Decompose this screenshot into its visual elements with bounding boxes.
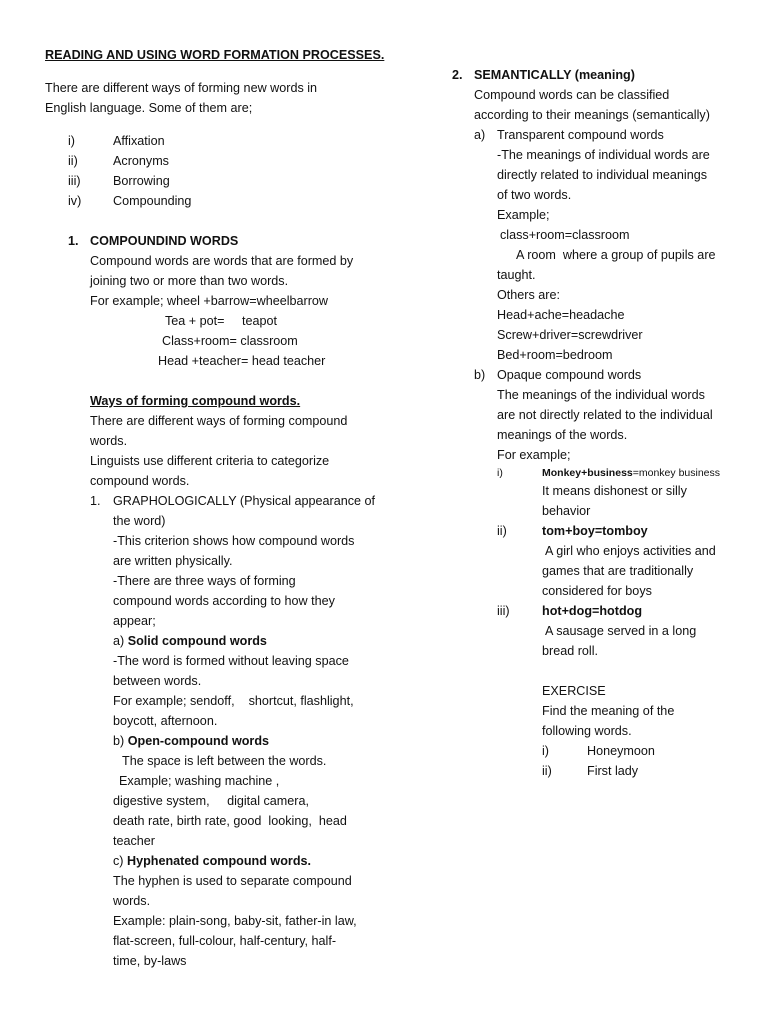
exercise-heading: EXERCISE: [542, 684, 606, 698]
body-line: words.: [113, 894, 151, 908]
example-term: [542, 464, 720, 484]
body-line: taught.: [497, 268, 536, 282]
body-line: Example; washing machine ,: [119, 774, 280, 788]
criterion-heading: the word): [113, 514, 166, 528]
body-line: A girl who enjoys activities and: [545, 544, 716, 558]
body-line: according to their meanings (semantically): [474, 108, 710, 122]
list-number: ii): [68, 154, 78, 168]
example-line: Tea + pot= teapot: [165, 314, 278, 328]
example-line: Head+ache=headache: [497, 308, 625, 322]
body-line: games that are traditionally: [542, 564, 694, 578]
body-line: -There are three ways of forming: [113, 574, 296, 588]
type-heading: [113, 632, 267, 652]
example-line: Bed+room=bedroom: [497, 348, 613, 362]
body-line: There are different ways of forming compound: [90, 414, 348, 428]
body-line: meanings of the words.: [497, 428, 628, 442]
type-title: Opaque compound words: [497, 368, 642, 382]
body-line: teacher: [113, 834, 156, 848]
type-prefix: c): [113, 854, 127, 868]
list-item: Borrowing: [113, 174, 170, 188]
type-prefix: b): [474, 368, 486, 382]
example-number: i): [497, 467, 503, 479]
body-line: For example; wheel +barrow=wheelbarrow: [90, 294, 328, 308]
body-line: behavior: [542, 504, 591, 518]
body-line: compound words according to how they: [113, 594, 335, 608]
intro-line: There are different ways of forming new words in: [45, 81, 318, 95]
example-bold: tom+boy=tomboy: [542, 524, 648, 538]
type-title: Solid compound words: [127, 634, 267, 648]
body-line: between words.: [113, 674, 202, 688]
body-line: of two words.: [497, 188, 572, 202]
body-line: directly related to individual meanings: [497, 168, 708, 182]
list-number: iv): [68, 194, 82, 208]
body-line: considered for boys: [542, 584, 652, 598]
criterion-heading: GRAPHOLOGICALLY (Physical appearance of: [113, 494, 376, 508]
body-line: For example;: [497, 448, 571, 462]
body-line: Linguists use different criteria to categorize: [90, 454, 330, 468]
body-line: joining two or more than two words.: [90, 274, 289, 288]
type-title: Hyphenated compound words.: [127, 854, 312, 868]
exercise-number: i): [542, 744, 549, 758]
body-line: The meanings of the individual words: [497, 388, 705, 402]
body-line: Find the meaning of the: [542, 704, 675, 718]
body-line: The space is left between the words.: [122, 754, 327, 768]
body-line: Compound words are words that are formed by: [90, 254, 354, 268]
body-line: compound words.: [90, 474, 190, 488]
type-heading: [113, 732, 269, 752]
body-line: Others are:: [497, 288, 560, 302]
document-title: READING AND USING WORD FORMATION PROCESSES.: [45, 48, 385, 62]
body-line: time, by-laws: [113, 954, 187, 968]
type-title: Transparent compound words: [497, 128, 664, 142]
body-line: digestive system, digital camera,: [113, 794, 309, 808]
body-line: Example;: [497, 208, 550, 222]
list-item: Acronyms: [113, 154, 169, 168]
body-line: are not directly related to the individual: [497, 408, 713, 422]
list-number: i): [68, 134, 75, 148]
list-item: Compounding: [113, 194, 192, 208]
example-line: Head +teacher= head teacher: [158, 354, 326, 368]
section-number: 1.: [68, 234, 79, 248]
body-line: death rate, birth rate, good looking, head: [113, 814, 347, 828]
type-heading: [113, 852, 311, 872]
body-line: are written physically.: [113, 554, 233, 568]
intro-line: English language. Some of them are;: [45, 101, 253, 115]
body-line: A room where a group of pupils are: [516, 248, 716, 262]
exercise-item: Honeymoon: [587, 744, 655, 758]
type-prefix: a): [474, 128, 486, 142]
body-line: The hyphen is used to separate compound: [113, 874, 352, 888]
body-line: Example: plain-song, baby-sit, father-in law,: [113, 914, 357, 928]
list-item: Affixation: [113, 134, 165, 148]
body-line: -This criterion shows how compound words: [113, 534, 355, 548]
example-line: Screw+driver=screwdriver: [497, 328, 643, 342]
example-bold: hot+dog=hotdog: [542, 604, 643, 618]
body-line: appear;: [113, 614, 156, 628]
criterion-number: 2.: [452, 68, 463, 82]
criterion-number: 1.: [90, 494, 101, 508]
example-rest: =monkey business: [632, 467, 721, 479]
body-line: For example; sendoff, shortcut, flashlight,: [113, 694, 354, 708]
body-line: words.: [90, 434, 128, 448]
body-line: boycott, afternoon.: [113, 714, 218, 728]
example-line: class+room=classroom: [500, 228, 630, 242]
criterion-heading: SEMANTICALLY (meaning): [474, 68, 635, 82]
example-bold: Monkey+business: [542, 467, 633, 479]
example-line: Class+room= classroom: [162, 334, 298, 348]
body-line: It means dishonest or silly: [542, 484, 687, 498]
type-title: Open-compound words: [127, 734, 270, 748]
exercise-item: First lady: [587, 764, 639, 778]
section-heading: COMPOUNDIND WORDS: [90, 234, 239, 248]
body-line: A sausage served in a long: [545, 624, 697, 638]
body-line: -The meanings of individual words are: [497, 148, 710, 162]
type-prefix: a): [113, 634, 128, 648]
body-line: following words.: [542, 724, 632, 738]
body-line: -The word is formed without leaving space: [113, 654, 349, 668]
body-line: bread roll.: [542, 644, 599, 658]
body-line: flat-screen, full-colour, half-century, half-: [113, 934, 337, 948]
body-line: Compound words can be classified: [474, 88, 670, 102]
example-number: ii): [497, 524, 507, 538]
example-number: iii): [497, 604, 510, 618]
list-number: iii): [68, 174, 81, 188]
exercise-number: ii): [542, 764, 552, 778]
type-prefix: b): [113, 734, 128, 748]
subsection-heading: Ways of forming compound words.: [90, 394, 301, 408]
